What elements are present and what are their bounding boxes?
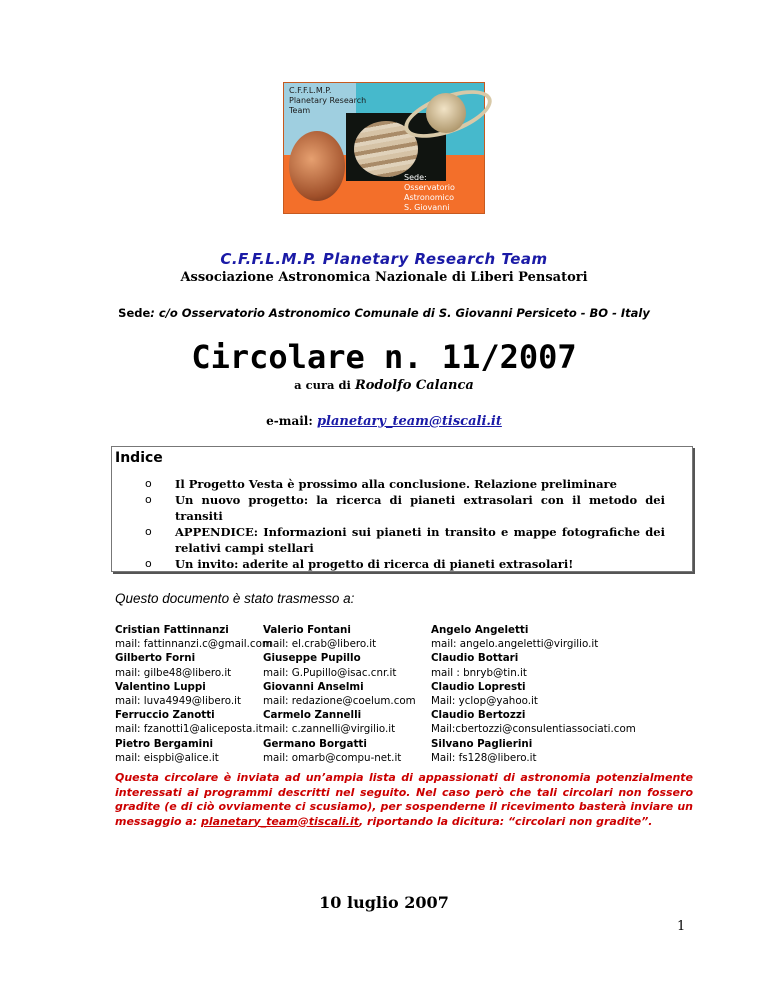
recipient-mail[interactable]: mail: omarb@compu-net.it — [263, 751, 402, 764]
index-item-text: Un invito: aderite al progetto di ricerca di pianeti extrasolari! — [175, 557, 574, 571]
recipient-mail[interactable]: mail: fzanotti1@aliceposta.it — [115, 723, 263, 736]
index-item-text: Il Progetto Vesta è prossimo alla conclusione. Relazione preliminare — [175, 477, 617, 491]
index-item — [145, 476, 665, 492]
recipient-name: Valerio Fontani — [263, 624, 351, 636]
index-item — [145, 492, 665, 524]
logo-title — [289, 86, 366, 116]
logo-sede-label: Sede: — [404, 173, 427, 182]
recipient-name: Angelo Angeletti — [431, 624, 529, 636]
association-name: Associazione Astronomica Nazionale di Liberi Pensatori — [180, 270, 588, 285]
index-list — [145, 476, 665, 572]
email-link[interactable]: planetary_team@tiscali.it — [316, 414, 502, 429]
index-item-text: APPENDICE: Informazioni sui pianeti in transito e mappe fotografiche dei relativi campi stellari — [175, 525, 665, 555]
recipient-name: Cristian Fattinnanzi — [115, 624, 229, 636]
logo-sede — [404, 173, 484, 223]
bullet-icon: o — [145, 525, 152, 538]
recipient-mail[interactable]: mail: redazione@coelum.com — [263, 695, 416, 708]
index-item — [145, 524, 665, 556]
team-logo — [283, 82, 485, 222]
logo-title-line: Team — [289, 106, 311, 115]
notice-text: Questa circolare è inviata ad un’ampia lista di appassionati di astronomia potenzialmente interessati ai programmi descritti nel seguito. Nel caso però che tali circolari non fossero gradite (e di ciò ovviamente ci scusiamo), per sospenderne il ricevimento basterà inviare un messaggio a: — [115, 771, 693, 828]
recipient-mail[interactable]: mail: fattinnanzi.c@gmail.com — [115, 638, 272, 651]
recipient-name: Pietro Bergamini — [115, 737, 214, 750]
mars-image — [289, 131, 345, 201]
document-date: 10 luglio 2007 — [319, 893, 449, 912]
page-number: 1 — [677, 919, 686, 934]
index-title: Indice — [115, 450, 163, 466]
sede-label: Sede — [118, 306, 151, 320]
recipient-name: Gilberto Forni — [115, 652, 196, 665]
author-prefix: a cura di — [294, 378, 351, 392]
saturn-image — [426, 93, 466, 133]
index-item — [145, 556, 665, 572]
recipient-mail[interactable]: Mail:cbertozzi@consulentiassociati.com — [431, 723, 636, 736]
bullet-icon: o — [145, 557, 152, 570]
recipients-column-1 — [115, 623, 272, 765]
recipient-mail[interactable]: mail: gilbe48@libero.it — [115, 666, 232, 679]
recipient-mail[interactable]: Mail: yclop@yahoo.it — [431, 695, 538, 708]
logo-title-line: Planetary Research — [289, 96, 367, 105]
sede-address: : c/o Osservatorio Astronomico Comunale di S. Giovanni Persiceto - BO - Italy — [150, 306, 650, 320]
index-item-text: Un nuovo progetto: la ricerca di pianeti extrasolari con il metodo dei transiti — [175, 493, 665, 523]
recipient-name: Claudio Lopresti — [431, 680, 526, 693]
email-label: e-mail: — [266, 414, 313, 428]
recipient-mail[interactable]: mail: luva4949@libero.it — [115, 695, 241, 708]
recipient-name: Germano Borgatti — [263, 737, 367, 750]
recipient-mail[interactable]: mail: angelo.angeletti@virgilio.it — [431, 638, 599, 651]
recipient-name: Giuseppe Pupillo — [263, 652, 361, 665]
recipient-name: Ferruccio Zanotti — [115, 709, 215, 722]
index-box — [111, 446, 693, 572]
author-name: Rodolfo Calanca — [354, 378, 474, 393]
recipient-mail[interactable]: Mail: fs128@libero.it — [431, 751, 537, 764]
logo-sede-line: Osservatorio Astronomico — [404, 183, 455, 202]
recipient-name: Valentino Luppi — [115, 680, 206, 693]
recipient-name: Carmelo Zannelli — [263, 709, 362, 722]
circular-title: Circolare n. 11/2007 — [191, 338, 577, 376]
recipients-column-2 — [263, 623, 416, 765]
author-line — [0, 378, 768, 393]
recipient-name: Giovanni Anselmi — [263, 680, 364, 693]
recipient-mail[interactable]: mail: c.zannelli@virgilio.it — [263, 723, 396, 736]
logo-title-line: C.F.F.L.M.P. — [289, 86, 332, 95]
email-line — [0, 414, 768, 429]
notice-text: , riportando la dicitura: “circolari non gradite”. — [359, 814, 653, 828]
recipient-mail[interactable]: mail: G.Pupillo@isac.cnr.it — [263, 666, 397, 679]
recipient-name: Claudio Bertozzi — [431, 709, 526, 722]
recipient-mail[interactable]: mail: el.crab@libero.it — [263, 638, 377, 651]
recipient-mail[interactable]: mail : bnryb@tin.it — [431, 666, 527, 679]
recipient-name: Silvano Paglierini — [431, 737, 533, 750]
recipients-column-3 — [431, 623, 636, 765]
bullet-icon: o — [145, 477, 152, 490]
logo-sede-line: S. Giovanni Persiceto - BO — [404, 203, 461, 222]
team-title: C.F.F.L.M.P. Planetary Research Team — [220, 250, 548, 268]
recipient-mail[interactable]: mail: eispbi@alice.it — [115, 751, 219, 764]
notice-email-link[interactable]: planetary_team@tiscali.it — [201, 814, 360, 828]
unsubscribe-notice — [115, 771, 693, 829]
recipient-name: Claudio Bottari — [431, 652, 519, 665]
bullet-icon: o — [145, 493, 152, 506]
sede-line — [0, 306, 768, 320]
recipients-intro: Questo documento è stato trasmesso a: — [115, 591, 355, 606]
